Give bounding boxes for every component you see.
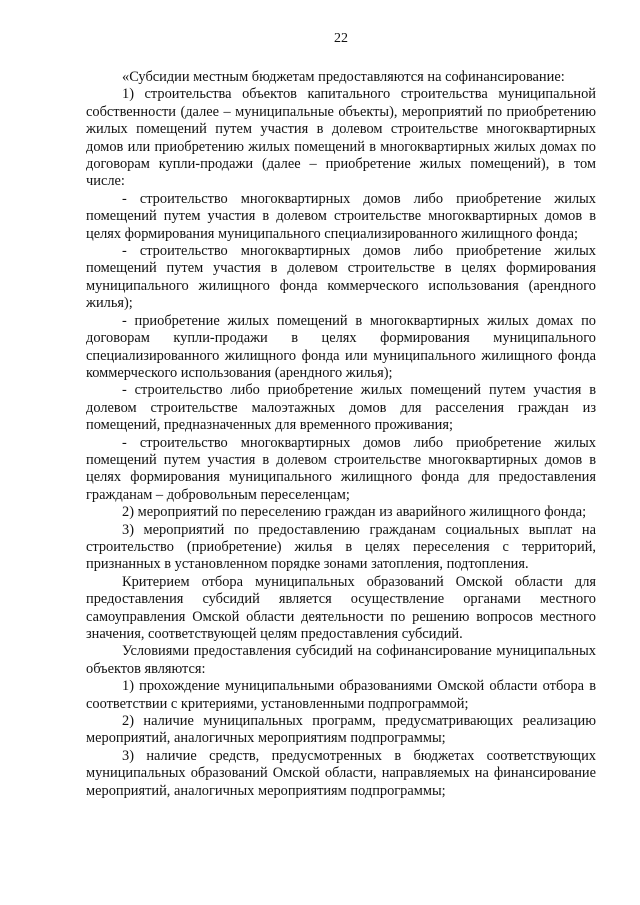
paragraph-subitem-commercial-fund: - строительство многоквартирных домов либо приобретение жилых помещений путем участия в долевом строительстве в целях формирования муниципального жилищного фонда коммерческого использования (арендного жилья); xyxy=(86,243,596,312)
paragraph-subitem-voluntary-migrants: - строительство многоквартирных домов либо приобретение жилых помещений путем участия в долевом строительстве многоквартирных домов в целях формирования муниципального жилищного фонда для предоставления гражданам – добровольным переселенцам; xyxy=(86,434,596,503)
paragraph-conditions-intro: Условиями предоставления субсидий на софинансирование муниципальных объектов являются: xyxy=(86,643,596,677)
paragraph-selection-criterion: Критерием отбора муниципальных образований Омской области для предоставления субсидий является осуществление органами местного самоуправления Омской области деятельности по решению вопросов местного значения, соответствующей целям предоставления субсидий. xyxy=(86,573,596,642)
paragraph-subitem-specialized-fund: - строительство многоквартирных домов либо приобретение жилых помещений путем участия в долевом строительстве многоквартирных домов в целях формирования муниципального специализированного жилищного фонда; xyxy=(86,190,596,242)
paragraph-item-2: 2) мероприятий по переселению граждан из аварийного жилищного фонда; xyxy=(122,504,587,521)
document-body xyxy=(86,69,596,800)
paragraph-condition-3: 3) наличие средств, предусмотренных в бюджетах соответствующих муниципальных образований Омской области, направляемых на финансирование мероприятий, аналогичных мероприятиям подпрограммы; xyxy=(86,747,596,799)
page-number: 22 xyxy=(334,31,348,46)
paragraph-subitem-purchase-contracts: - приобретение жилых помещений в многоквартирных жилых домах по договорам купли-продажи в целях формирования муниципального специализированного жилищного фонда или муниципального жилищного фонда коммерческого использования (арендного жилья); xyxy=(86,312,596,381)
paragraph-intro: «Субсидии местным бюджетам предоставляются на софинансирование: xyxy=(122,69,565,85)
paragraph-item-1: 1) строительства объектов капитального строительства муниципальной собственности (далее – муниципальные объекты), мероприятий по приобретению жилых помещений путем участия в долевом строительстве многоквартирных домов или приобретению жилых помещений в многоквартирных жилых домах по договорам купли-продажи (далее – приобретение жилых помещений), в том числе: xyxy=(86,86,596,190)
paragraph-subitem-low-rise: - строительство либо приобретение жилых помещений путем участия в долевом строительстве малоэтажных домов для расселения граждан из помещений, предназначенных для временного проживания; xyxy=(86,382,596,434)
paragraph-item-3: 3) мероприятий по предоставлению гражданам социальных выплат на строительство (приобретение) жилья в целях переселения с территорий, признанных в установленном порядке зонами затопления, подтопления. xyxy=(86,521,596,573)
paragraph-condition-1: 1) прохождение муниципальными образованиями Омской области отбора в соответствии с критериями, установленными подпрограммой; xyxy=(86,678,596,712)
paragraph-condition-2: 2) наличие муниципальных программ, предусматривающих реализацию мероприятий, аналогичных мероприятиям подпрограммы; xyxy=(86,713,596,747)
